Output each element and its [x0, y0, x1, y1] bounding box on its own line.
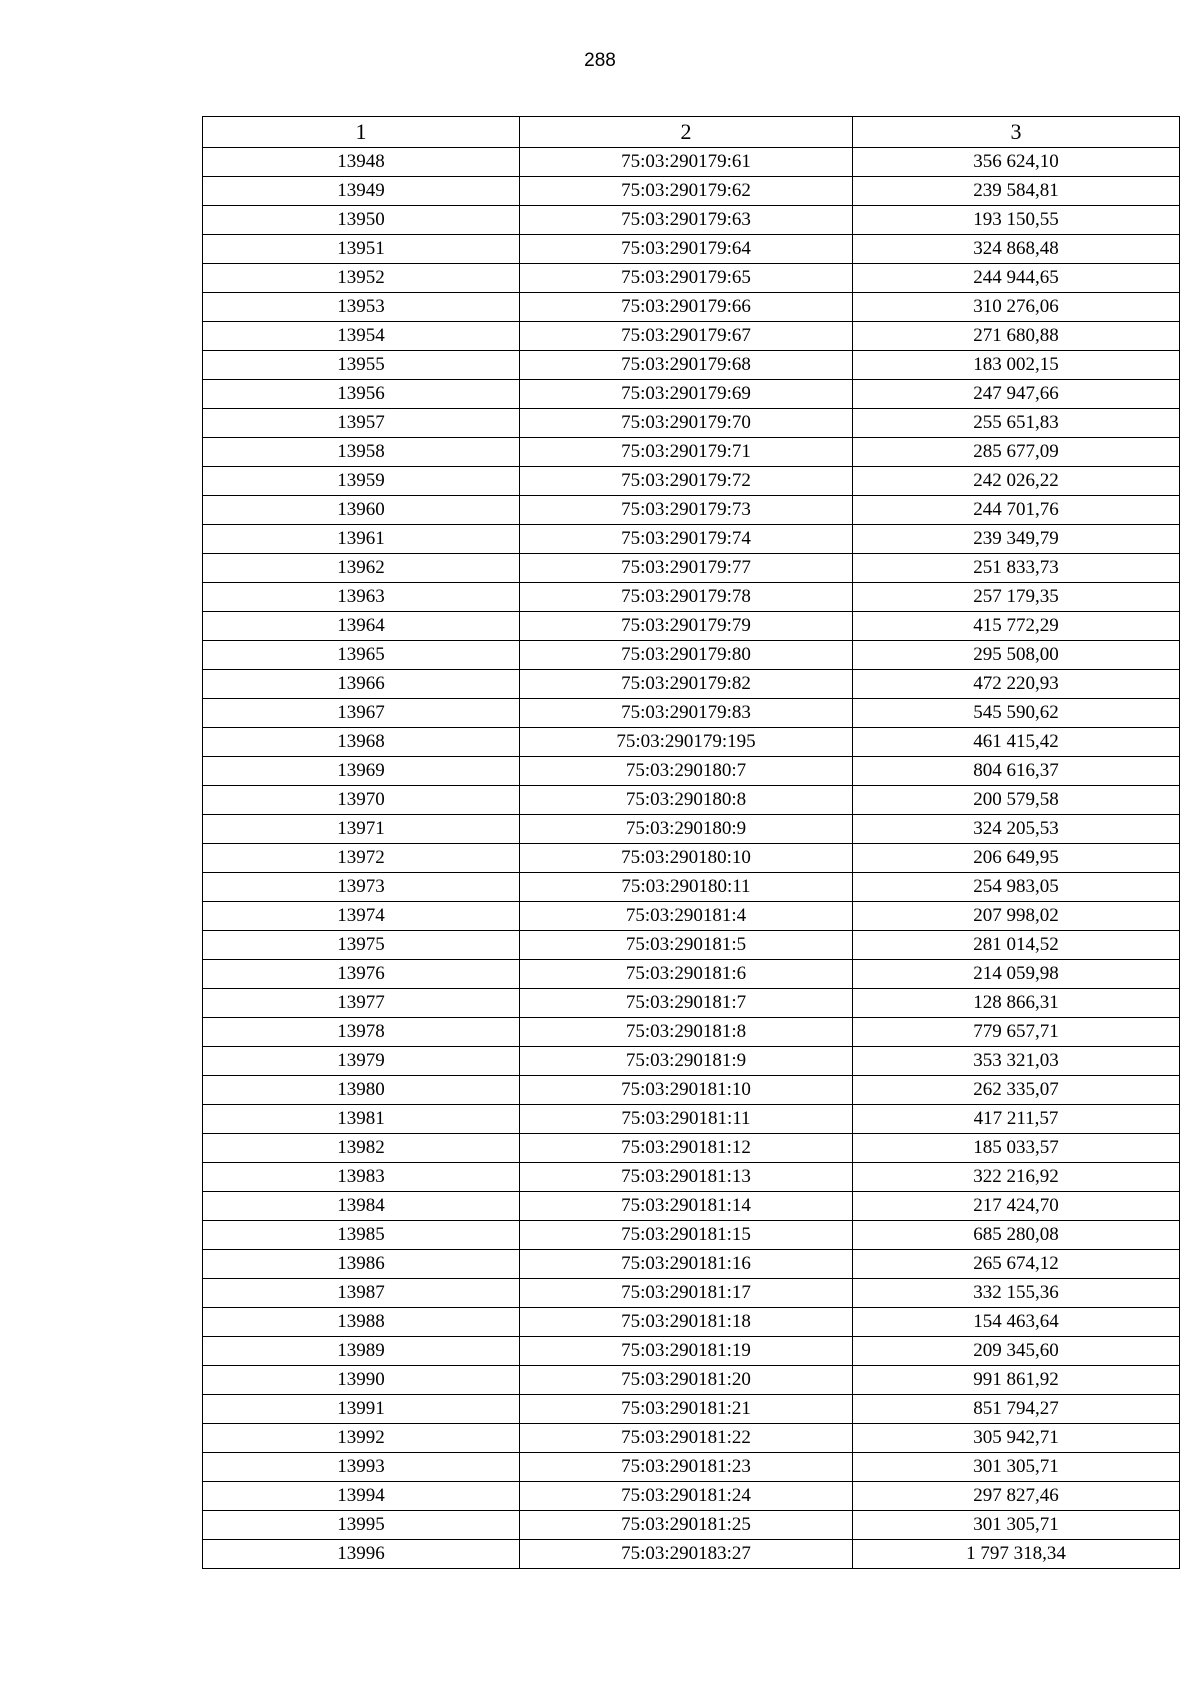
table-row — [203, 583, 1180, 612]
value-cell: 415 772,29 — [853, 612, 1180, 641]
row-number-cell: 13975 — [203, 931, 520, 960]
row-number-cell: 13986 — [203, 1250, 520, 1279]
row-number-cell: 13988 — [203, 1308, 520, 1337]
table-row — [203, 235, 1180, 264]
value-cell: 239 584,81 — [853, 177, 1180, 206]
row-number-cell: 13949 — [203, 177, 520, 206]
table-row — [203, 873, 1180, 902]
cadastral-number-cell: 75:03:290181:24 — [520, 1482, 853, 1511]
cadastral-number-cell: 75:03:290181:25 — [520, 1511, 853, 1540]
table-row — [203, 322, 1180, 351]
row-number-cell: 13985 — [203, 1221, 520, 1250]
row-number-cell: 13982 — [203, 1134, 520, 1163]
value-cell: 200 579,58 — [853, 786, 1180, 815]
value-cell: 851 794,27 — [853, 1395, 1180, 1424]
cadastral-number-cell: 75:03:290181:18 — [520, 1308, 853, 1337]
row-number-cell: 13973 — [203, 873, 520, 902]
table-row — [203, 264, 1180, 293]
row-number-cell: 13958 — [203, 438, 520, 467]
value-cell: 183 002,15 — [853, 351, 1180, 380]
cadastral-number-cell: 75:03:290181:12 — [520, 1134, 853, 1163]
row-number-cell: 13966 — [203, 670, 520, 699]
row-number-cell: 13994 — [203, 1482, 520, 1511]
value-cell: 247 947,66 — [853, 380, 1180, 409]
cadastral-number-cell: 75:03:290179:61 — [520, 148, 853, 177]
cadastral-number-cell: 75:03:290179:78 — [520, 583, 853, 612]
cadastral-number-cell: 75:03:290180:9 — [520, 815, 853, 844]
value-cell: 353 321,03 — [853, 1047, 1180, 1076]
cadastral-number-cell: 75:03:290179:77 — [520, 554, 853, 583]
row-number-cell: 13974 — [203, 902, 520, 931]
column-header-3: 3 — [853, 117, 1180, 148]
row-number-cell: 13983 — [203, 1163, 520, 1192]
cadastral-number-cell: 75:03:290181:15 — [520, 1221, 853, 1250]
value-cell: 251 833,73 — [853, 554, 1180, 583]
cadastral-number-cell: 75:03:290181:8 — [520, 1018, 853, 1047]
row-number-cell: 13956 — [203, 380, 520, 409]
table-row — [203, 148, 1180, 177]
cadastral-number-cell: 75:03:290179:69 — [520, 380, 853, 409]
table-row — [203, 1511, 1180, 1540]
value-cell: 472 220,93 — [853, 670, 1180, 699]
value-cell: 281 014,52 — [853, 931, 1180, 960]
row-number-cell: 13948 — [203, 148, 520, 177]
value-cell: 209 345,60 — [853, 1337, 1180, 1366]
value-cell: 254 983,05 — [853, 873, 1180, 902]
table-row — [203, 206, 1180, 235]
row-number-cell: 13957 — [203, 409, 520, 438]
value-cell: 244 944,65 — [853, 264, 1180, 293]
cadastral-number-cell: 75:03:290181:14 — [520, 1192, 853, 1221]
value-cell: 255 651,83 — [853, 409, 1180, 438]
table-row — [203, 554, 1180, 583]
table-row — [203, 989, 1180, 1018]
value-cell: 217 424,70 — [853, 1192, 1180, 1221]
cadastral-number-cell: 75:03:290181:5 — [520, 931, 853, 960]
table-row — [203, 1453, 1180, 1482]
row-number-cell: 13993 — [203, 1453, 520, 1482]
row-number-cell: 13971 — [203, 815, 520, 844]
value-cell: 285 677,09 — [853, 438, 1180, 467]
table-row — [203, 757, 1180, 786]
cadastral-number-cell: 75:03:290181:19 — [520, 1337, 853, 1366]
row-number-cell: 13977 — [203, 989, 520, 1018]
cadastral-number-cell: 75:03:290179:80 — [520, 641, 853, 670]
cadastral-number-cell: 75:03:290179:65 — [520, 264, 853, 293]
cadastral-number-cell: 75:03:290180:11 — [520, 873, 853, 902]
value-cell: 297 827,46 — [853, 1482, 1180, 1511]
value-cell: 779 657,71 — [853, 1018, 1180, 1047]
table-row — [203, 844, 1180, 873]
cadastral-number-cell: 75:03:290179:82 — [520, 670, 853, 699]
value-cell: 461 415,42 — [853, 728, 1180, 757]
table-row — [203, 786, 1180, 815]
value-cell: 322 216,92 — [853, 1163, 1180, 1192]
row-number-cell: 13979 — [203, 1047, 520, 1076]
table-row — [203, 670, 1180, 699]
table-row — [203, 1076, 1180, 1105]
cadastral-number-cell: 75:03:290180:8 — [520, 786, 853, 815]
cadastral-number-cell: 75:03:290179:73 — [520, 496, 853, 525]
row-number-cell: 13995 — [203, 1511, 520, 1540]
value-cell: 193 150,55 — [853, 206, 1180, 235]
value-cell: 242 026,22 — [853, 467, 1180, 496]
row-number-cell: 13976 — [203, 960, 520, 989]
value-cell: 310 276,06 — [853, 293, 1180, 322]
cadastral-number-cell: 75:03:290181:9 — [520, 1047, 853, 1076]
value-cell: 324 868,48 — [853, 235, 1180, 264]
value-cell: 257 179,35 — [853, 583, 1180, 612]
value-cell: 239 349,79 — [853, 525, 1180, 554]
cadastral-number-cell: 75:03:290179:72 — [520, 467, 853, 496]
value-cell: 417 211,57 — [853, 1105, 1180, 1134]
row-number-cell: 13965 — [203, 641, 520, 670]
cadastral-number-cell: 75:03:290181:13 — [520, 1163, 853, 1192]
row-number-cell: 13967 — [203, 699, 520, 728]
cadastral-number-cell: 75:03:290181:23 — [520, 1453, 853, 1482]
cadastral-number-cell: 75:03:290181:11 — [520, 1105, 853, 1134]
table-row — [203, 177, 1180, 206]
row-number-cell: 13950 — [203, 206, 520, 235]
value-cell: 265 674,12 — [853, 1250, 1180, 1279]
row-number-cell: 13963 — [203, 583, 520, 612]
cadastral-number-cell: 75:03:290181:7 — [520, 989, 853, 1018]
value-cell: 305 942,71 — [853, 1424, 1180, 1453]
table-row — [203, 467, 1180, 496]
cadastral-number-cell: 75:03:290181:20 — [520, 1366, 853, 1395]
table-row — [203, 1192, 1180, 1221]
row-number-cell: 13952 — [203, 264, 520, 293]
value-cell: 1 797 318,34 — [853, 1540, 1180, 1569]
value-cell: 185 033,57 — [853, 1134, 1180, 1163]
table-body — [203, 148, 1180, 1569]
table-row — [203, 931, 1180, 960]
table-row — [203, 1134, 1180, 1163]
table-row — [203, 960, 1180, 989]
table-row — [203, 815, 1180, 844]
cadastral-number-cell: 75:03:290183:27 — [520, 1540, 853, 1569]
table-row — [203, 641, 1180, 670]
cadastral-number-cell: 75:03:290181:22 — [520, 1424, 853, 1453]
header-row — [203, 117, 1180, 148]
table-row — [203, 351, 1180, 380]
value-cell: 206 649,95 — [853, 844, 1180, 873]
row-number-cell: 13980 — [203, 1076, 520, 1105]
row-number-cell: 13984 — [203, 1192, 520, 1221]
value-cell: 804 616,37 — [853, 757, 1180, 786]
row-number-cell: 13962 — [203, 554, 520, 583]
cadastral-number-cell: 75:03:290179:195 — [520, 728, 853, 757]
value-cell: 301 305,71 — [853, 1511, 1180, 1540]
row-number-cell: 13991 — [203, 1395, 520, 1424]
column-header-1: 1 — [203, 117, 520, 148]
table-header — [203, 117, 1180, 148]
table-row — [203, 612, 1180, 641]
cadastral-number-cell: 75:03:290180:10 — [520, 844, 853, 873]
row-number-cell: 13978 — [203, 1018, 520, 1047]
table-row — [203, 1308, 1180, 1337]
cadastral-number-cell: 75:03:290181:10 — [520, 1076, 853, 1105]
table-row — [203, 1366, 1180, 1395]
row-number-cell: 13987 — [203, 1279, 520, 1308]
page-number: 288 — [584, 50, 616, 71]
cadastral-number-cell: 75:03:290179:62 — [520, 177, 853, 206]
cadastral-number-cell: 75:03:290181:17 — [520, 1279, 853, 1308]
table-row — [203, 902, 1180, 931]
value-cell: 244 701,76 — [853, 496, 1180, 525]
data-table — [202, 116, 1180, 1569]
value-cell: 154 463,64 — [853, 1308, 1180, 1337]
row-number-cell: 13981 — [203, 1105, 520, 1134]
row-number-cell: 13992 — [203, 1424, 520, 1453]
table-row — [203, 1018, 1180, 1047]
table-row — [203, 496, 1180, 525]
table-row — [203, 525, 1180, 554]
value-cell: 332 155,36 — [853, 1279, 1180, 1308]
cadastral-number-cell: 75:03:290181:21 — [520, 1395, 853, 1424]
row-number-cell: 13969 — [203, 757, 520, 786]
row-number-cell: 13960 — [203, 496, 520, 525]
table-row — [203, 1279, 1180, 1308]
value-cell: 324 205,53 — [853, 815, 1180, 844]
value-cell: 207 998,02 — [853, 902, 1180, 931]
table-row — [203, 1337, 1180, 1366]
row-number-cell: 13990 — [203, 1366, 520, 1395]
cadastral-number-cell: 75:03:290179:68 — [520, 351, 853, 380]
table-row — [203, 1250, 1180, 1279]
table-row — [203, 1424, 1180, 1453]
row-number-cell: 13996 — [203, 1540, 520, 1569]
table-row — [203, 409, 1180, 438]
table-row — [203, 1395, 1180, 1424]
cadastral-number-cell: 75:03:290181:6 — [520, 960, 853, 989]
cadastral-number-cell: 75:03:290179:71 — [520, 438, 853, 467]
value-cell: 214 059,98 — [853, 960, 1180, 989]
cadastral-number-cell: 75:03:290179:83 — [520, 699, 853, 728]
row-number-cell: 13954 — [203, 322, 520, 351]
cadastral-number-cell: 75:03:290181:4 — [520, 902, 853, 931]
row-number-cell: 13989 — [203, 1337, 520, 1366]
column-header-2: 2 — [520, 117, 853, 148]
cadastral-number-cell: 75:03:290180:7 — [520, 757, 853, 786]
value-cell: 262 335,07 — [853, 1076, 1180, 1105]
row-number-cell: 13953 — [203, 293, 520, 322]
cadastral-number-cell: 75:03:290179:66 — [520, 293, 853, 322]
value-cell: 128 866,31 — [853, 989, 1180, 1018]
cadastral-number-cell: 75:03:290181:16 — [520, 1250, 853, 1279]
row-number-cell: 13955 — [203, 351, 520, 380]
row-number-cell: 13959 — [203, 467, 520, 496]
table-row — [203, 699, 1180, 728]
row-number-cell: 13951 — [203, 235, 520, 264]
value-cell: 545 590,62 — [853, 699, 1180, 728]
value-cell: 991 861,92 — [853, 1366, 1180, 1395]
cadastral-number-cell: 75:03:290179:67 — [520, 322, 853, 351]
table-row — [203, 438, 1180, 467]
cadastral-number-cell: 75:03:290179:74 — [520, 525, 853, 554]
table-row — [203, 380, 1180, 409]
value-cell: 301 305,71 — [853, 1453, 1180, 1482]
row-number-cell: 13964 — [203, 612, 520, 641]
table-row — [203, 1221, 1180, 1250]
table-row — [203, 1163, 1180, 1192]
row-number-cell: 13970 — [203, 786, 520, 815]
cadastral-number-cell: 75:03:290179:64 — [520, 235, 853, 264]
cadastral-number-cell: 75:03:290179:79 — [520, 612, 853, 641]
table-row — [203, 1047, 1180, 1076]
value-cell: 685 280,08 — [853, 1221, 1180, 1250]
value-cell: 356 624,10 — [853, 148, 1180, 177]
table-row — [203, 1482, 1180, 1511]
table-row — [203, 293, 1180, 322]
row-number-cell: 13968 — [203, 728, 520, 757]
cadastral-number-cell: 75:03:290179:63 — [520, 206, 853, 235]
table-row — [203, 1540, 1180, 1569]
table-row — [203, 1105, 1180, 1134]
value-cell: 295 508,00 — [853, 641, 1180, 670]
table-row — [203, 728, 1180, 757]
row-number-cell: 13961 — [203, 525, 520, 554]
value-cell: 271 680,88 — [853, 322, 1180, 351]
cadastral-number-cell: 75:03:290179:70 — [520, 409, 853, 438]
row-number-cell: 13972 — [203, 844, 520, 873]
